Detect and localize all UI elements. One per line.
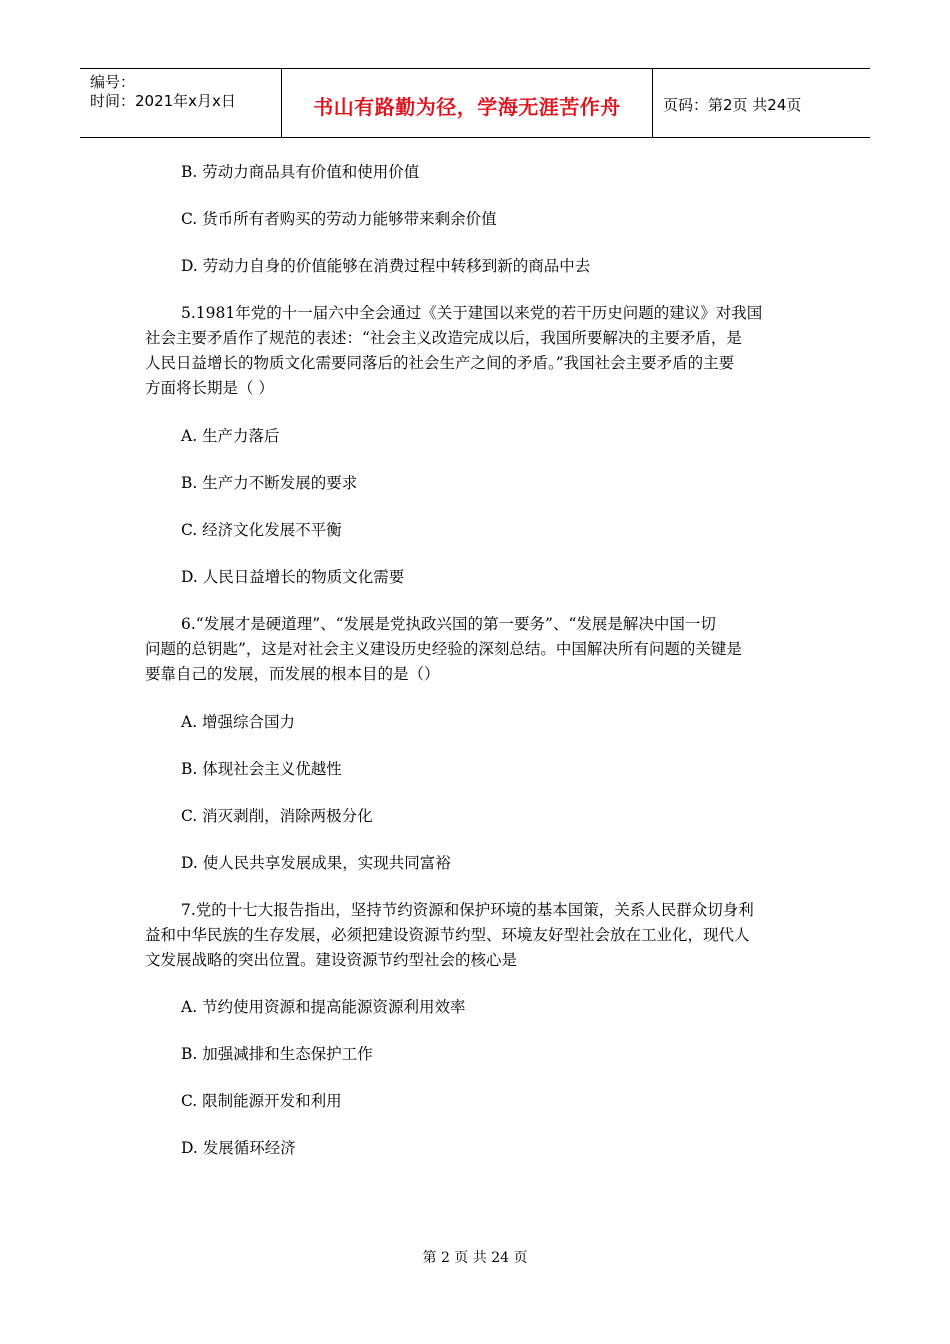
q7-text-line-3: 文发展战略的突出位置。建设资源节约型社会的核心是 bbox=[145, 951, 518, 969]
q7-text-line-2: 益和中华民族的生存发展，必须把建设资源节约型、环境友好型社会放在工业化，现代人 bbox=[145, 926, 750, 944]
header-meta-cell bbox=[80, 69, 282, 137]
q6-option-c: C. 消灭剥削，消除两极分化 bbox=[181, 807, 373, 825]
q7-option-a: A. 节约使用资源和提高能源资源利用效率 bbox=[181, 998, 466, 1016]
q6-option-d: D. 使人民共享发展成果，实现共同富裕 bbox=[181, 854, 451, 872]
page-footer: 第 2 页 共 24 页 bbox=[422, 1250, 528, 1266]
q7-option-b: B. 加强减排和生态保护工作 bbox=[181, 1045, 373, 1063]
document-date-label: 时间：2021年x月x日 bbox=[90, 92, 236, 110]
header-page-info: 页码：第2页 共24页 bbox=[663, 96, 802, 114]
q5-text-line-1: 5.1981年党的十一届六中全会通过《关于建国以来党的若干历史问题的建议》对我国 bbox=[181, 304, 763, 322]
q7-option-d: D. 发展循环经济 bbox=[181, 1139, 296, 1157]
q7-option-c: C. 限制能源开发和利用 bbox=[181, 1092, 342, 1110]
document-number-label: 编号： bbox=[90, 73, 136, 91]
q4-option-d: D. 劳动力自身的价值能够在消费过程中转移到新的商品中去 bbox=[181, 257, 591, 275]
q5-text-line-3: 人民日益增长的物质文化需要同落后的社会生产之间的矛盾。”我国社会主要矛盾的主要 bbox=[145, 354, 735, 372]
header-motto-cell bbox=[282, 69, 653, 137]
q5-option-a: A. 生产力落后 bbox=[181, 427, 280, 445]
page-header bbox=[80, 68, 870, 138]
q6-option-a: A. 增强综合国力 bbox=[181, 713, 296, 731]
q6-text-line-3: 要靠自己的发展，而发展的根本目的是（） bbox=[145, 665, 440, 683]
q7-text-line-1: 7.党的十七大报告指出，坚持节约资源和保护环境的基本国策，关系人民群众切身利 bbox=[181, 901, 754, 919]
q5-option-d: D. 人民日益增长的物质文化需要 bbox=[181, 568, 405, 586]
header-motto: 书山有路勤为径，学海无涯苦作舟 bbox=[313, 95, 621, 119]
q4-option-b: B. 劳动力商品具有价值和使用价值 bbox=[181, 163, 420, 181]
q5-option-c: C. 经济文化发展不平衡 bbox=[181, 521, 342, 539]
header-page-cell bbox=[653, 69, 870, 137]
q4-option-c: C. 货币所有者购买的劳动力能够带来剩余价值 bbox=[181, 210, 497, 228]
q5-option-b: B. 生产力不断发展的要求 bbox=[181, 474, 358, 492]
q5-text-line-2: 社会主要矛盾作了规范的表述：“社会主义改造完成以后，我国所要解决的主要矛盾，是 bbox=[145, 329, 742, 347]
q6-text-line-2: 问题的总钥匙”，这是对社会主义建设历史经验的深刻总结。中国解决所有问题的关键是 bbox=[145, 640, 742, 658]
q6-option-b: B. 体现社会主义优越性 bbox=[181, 760, 342, 778]
q5-text-line-4: 方面将长期是（ ） bbox=[145, 379, 274, 397]
q6-text-line-1: 6.“发展才是硬道理”、“发展是党执政兴国的第一要务”、“发展是解决中国一切 bbox=[181, 615, 716, 633]
